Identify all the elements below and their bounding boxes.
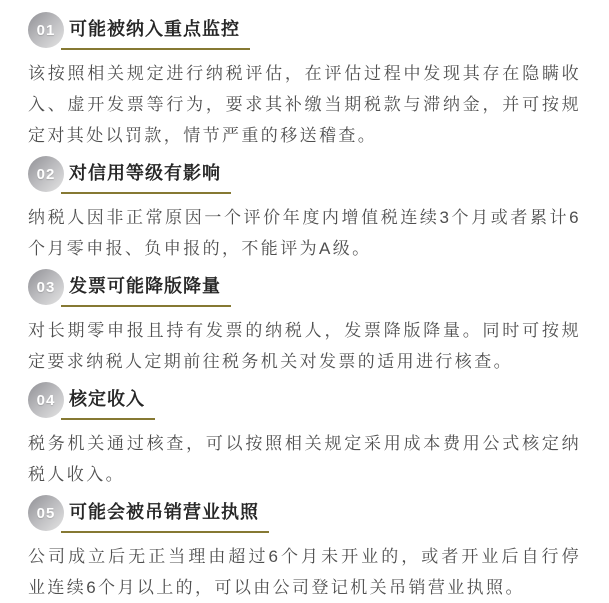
section-number-badge: 05 — [28, 495, 64, 531]
section — [28, 269, 581, 377]
section-number-badge: 02 — [28, 156, 64, 192]
section-title: 核定收入 — [61, 385, 155, 420]
section-body: 公司成立后无正当理由超过6个月未开业的，或者开业后自行停业连续6个月以上的，可以由公司登记机关吊销营业执照。 — [28, 547, 581, 597]
section-header — [28, 12, 581, 50]
section-title: 可能会被吊销营业执照 — [61, 498, 269, 533]
section — [28, 382, 581, 490]
section-header — [28, 495, 581, 533]
section-title: 可能被纳入重点监控 — [61, 15, 250, 50]
section-body: 税务机关通过核查，可以按照相关规定采用成本费用公式核定纳税人收入。 — [28, 434, 581, 484]
section-header — [28, 382, 581, 420]
section — [28, 495, 581, 603]
section-title: 对信用等级有影响 — [61, 159, 231, 194]
section-number-badge: 01 — [28, 12, 64, 48]
section-header — [28, 269, 581, 307]
section — [28, 12, 581, 151]
section-body: 对长期零申报且持有发票的纳税人，发票降版降量。同时可按规定要求纳税人定期前往税务机关对发票的适用进行核查。 — [28, 321, 581, 371]
section-body: 该按照相关规定进行纳税评估，在评估过程中发现其存在隐瞒收入、虚开发票等行为，要求其补缴当期税款与滞纳金，并可按规定对其处以罚款，情节严重的移送稽查。 — [28, 64, 581, 145]
section — [28, 156, 581, 264]
section-body: 纳税人因非正常原因一个评价年度内增值税连续3个月或者累计6个月零申报、负申报的，不能评为A级。 — [28, 208, 581, 258]
section-number-badge: 04 — [28, 382, 64, 418]
section-header — [28, 156, 581, 194]
section-title: 发票可能降版降量 — [61, 272, 231, 307]
section-number-badge: 03 — [28, 269, 64, 305]
